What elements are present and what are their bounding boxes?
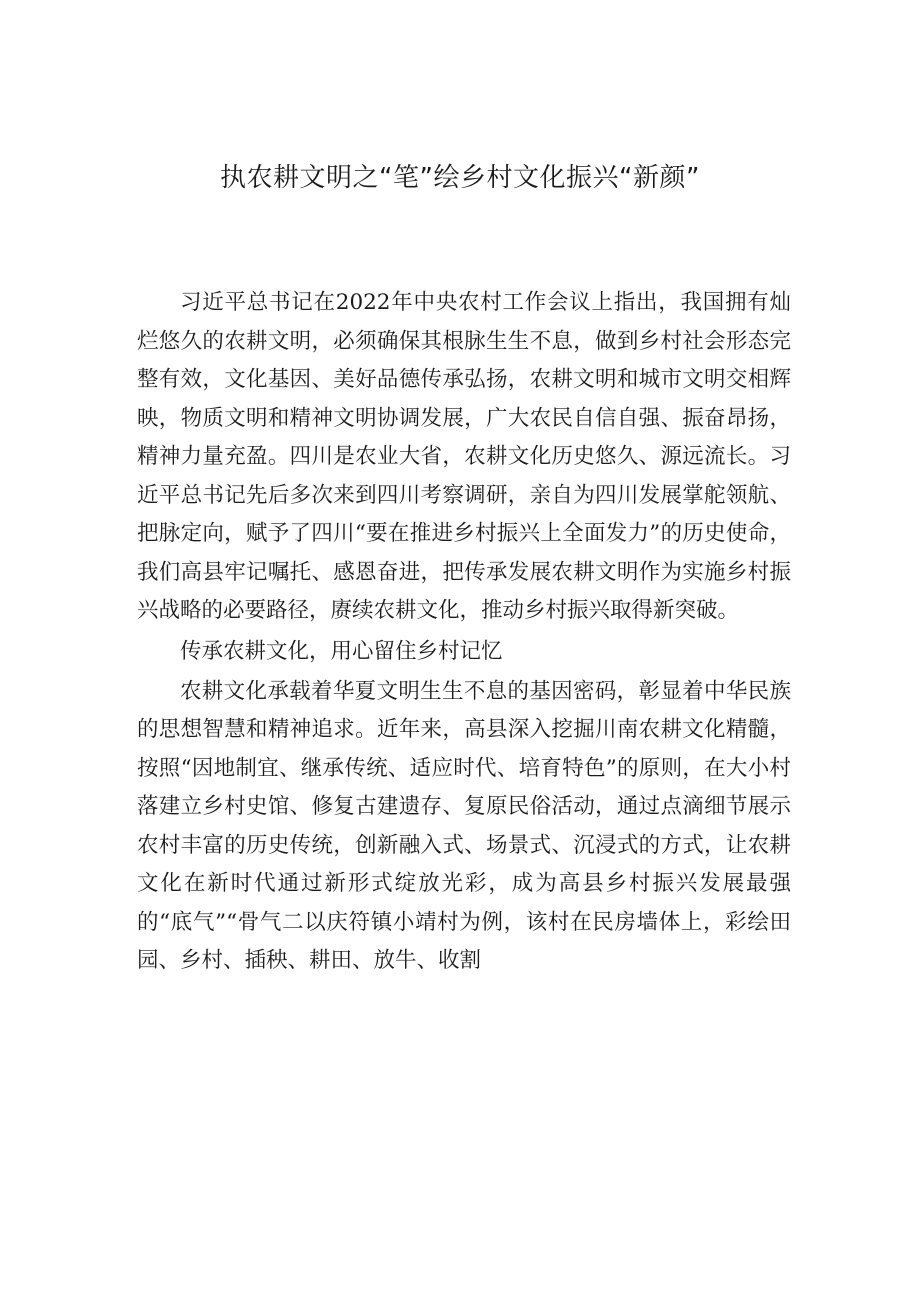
document-title: 执农耕文明之“笔”绘乡村文化振兴“新颜” bbox=[220, 163, 700, 193]
section-heading: 传承农耕文化，用心留住乡村记忆 bbox=[180, 638, 503, 664]
document-body bbox=[137, 284, 791, 981]
paragraph-intro: 习近平总书记在2022年中央农村工作会议上指出，我国拥有灿烂悠久的农耕文明，必须确保其根脉生生不息，做到乡村社会形态完整有效，文化基因、美好品德传承弘扬，农耕文明和城市文明交相辉映，物质文明和精神文明协调发展，广大农民自信自强、振奋昂扬，精神力量充盈。四川是农业大省，农耕文化历史悠久、源远流长。习近平总书记先后多次来到四川考察调研，亲自为四川发展掌舵领航、把脉定向，赋予了四川“要在推进乡村振兴上全面发力”的历史使命，我们高县牢记嘱托、感恩奋进，把传承发展农耕文明作为实施乡村振兴战略的必要路径，赓续农耕文化，推动乡村振兴取得新突破。 bbox=[137, 290, 791, 623]
paragraph-section-1: 农耕文化承载着华夏文明生生不息的基因密码，彰显着中华民族的思想智慧和精神追求。近年来，高县深入挖掘川南农耕文化精髓，按照“因地制宜、继承传统、适应时代、培育特色”的原则，在大小村落建立乡村史馆、修复古建遗存、复原民俗活动，通过点滴细节展示农村丰富的历史传统，创新融入式、场景式、沉浸式的方式，让农耕文化在新时代通过新形式绽放光彩，成为高县乡村振兴发展最强的“底气”“骨气二以庆符镇小靖村为例，该村在民房墙体上，彩绘田园、乡村、插秧、耕田、放牛、收割 bbox=[137, 678, 791, 973]
